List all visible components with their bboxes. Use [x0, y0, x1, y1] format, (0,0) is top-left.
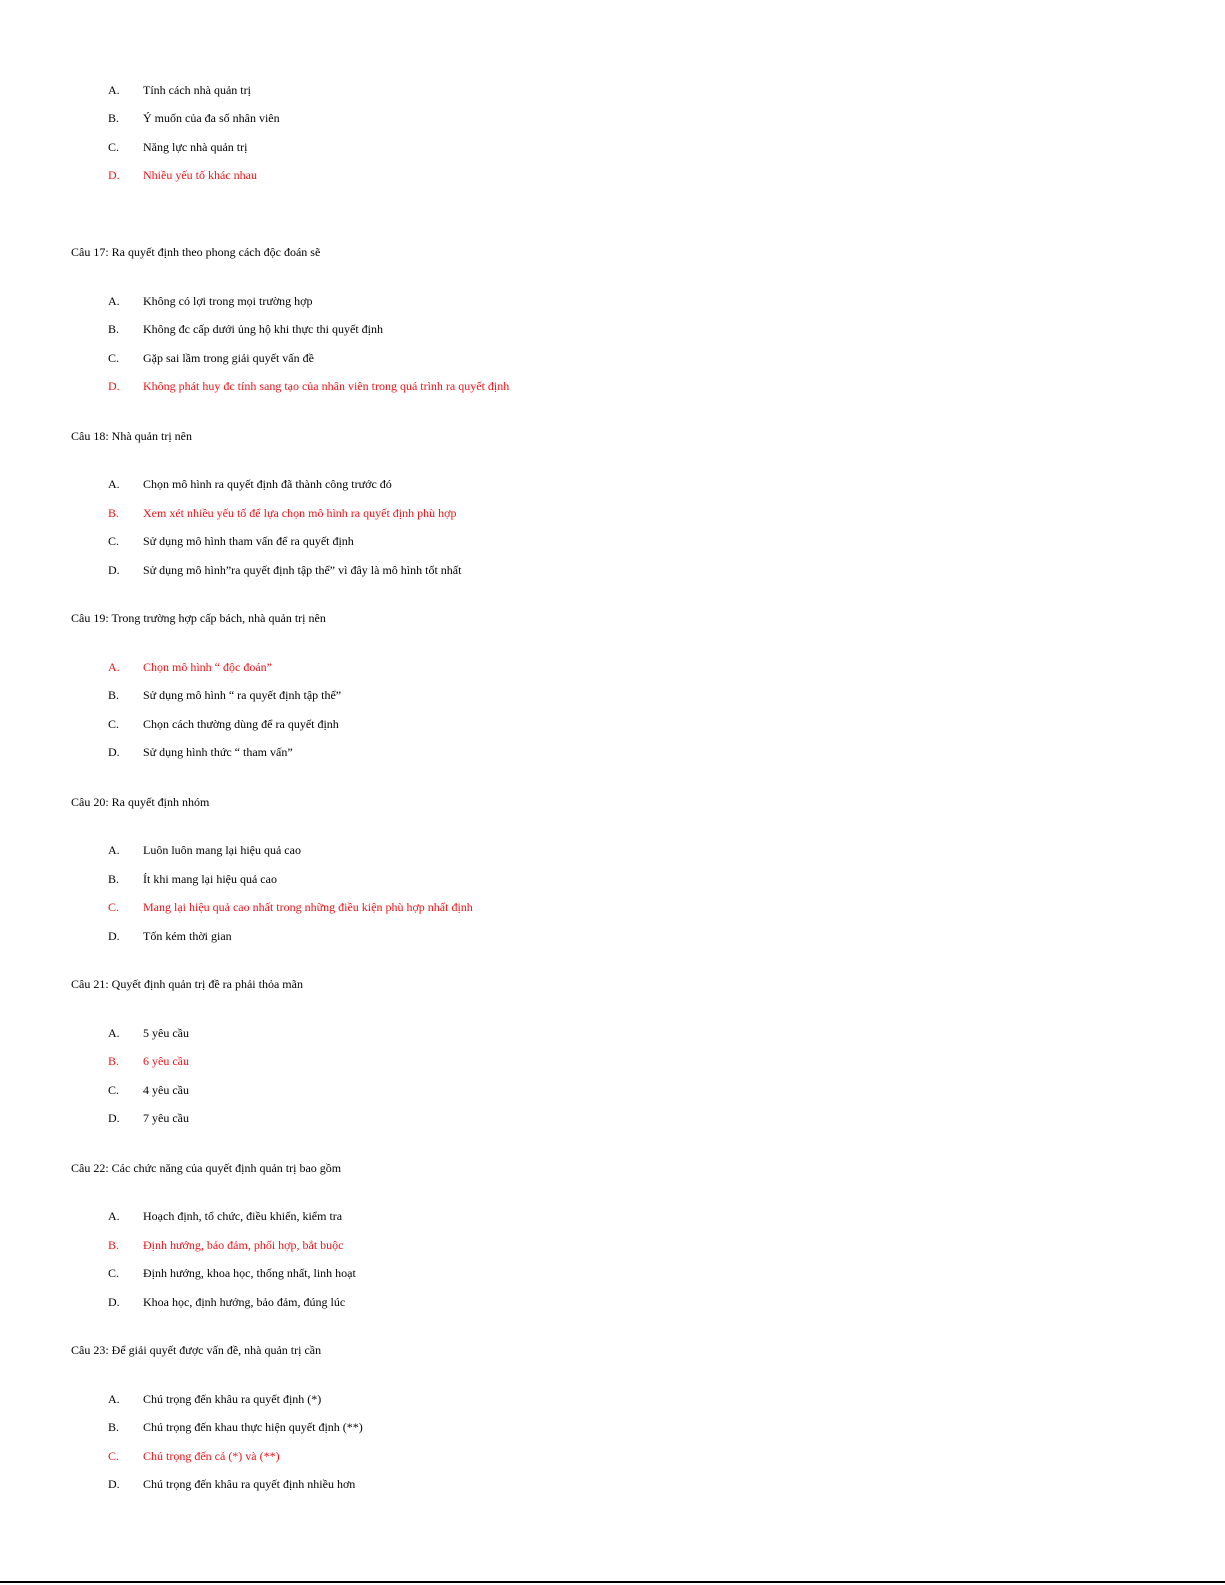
- option-text: Xem xét nhiều yếu tố để lựa chọn mô hình ra quyết định phù hợp: [143, 506, 457, 520]
- option-c: [0, 532, 1225, 550]
- option-letter: D.: [108, 1111, 120, 1125]
- option-letter: B.: [108, 688, 120, 702]
- option-text: Mang lại hiệu quả cao nhất trong những điều kiện phù hợp nhất định: [143, 900, 473, 914]
- option-letter: B.: [108, 111, 120, 125]
- option-text: Không đc cấp dưới ủng hộ khi thực thi quyết định: [143, 322, 383, 336]
- option-text: Sử dụng mô hình “ ra quyết định tập thể”: [143, 688, 342, 702]
- option-text: Định hướng, khoa học, thống nhất, linh hoạt: [143, 1266, 356, 1280]
- question-title: Câu 21: Quyết định quản trị đề ra phải thỏa mãn: [71, 977, 303, 991]
- option-letter: D.: [108, 1295, 120, 1309]
- question-title: Câu 22: Các chức năng của quyết định quản trị bao gồm: [71, 1161, 342, 1175]
- option-d: [0, 561, 1225, 579]
- option-b: [0, 1418, 1225, 1436]
- option-b: [0, 320, 1225, 338]
- option-letter: C.: [108, 1449, 120, 1463]
- option-text: Chọn mô hình ra quyết định đã thành công trước đó: [143, 477, 392, 491]
- option-d: [0, 1109, 1225, 1127]
- option-letter: C.: [108, 1266, 120, 1280]
- question-title: Câu 18: Nhà quản trị nên: [71, 429, 192, 443]
- option-text: Chọn cách thường dùng để ra quyết định: [143, 717, 339, 731]
- option-a-correct: [0, 658, 1225, 676]
- option-letter: A.: [108, 1392, 120, 1406]
- option-text: Sử dụng hình thức “ tham vấn”: [143, 745, 293, 759]
- option-letter: C.: [108, 1083, 120, 1097]
- option-text: Tốn kém thời gian: [143, 929, 232, 943]
- option-letter: D.: [108, 929, 120, 943]
- option-b: [0, 870, 1225, 888]
- option-d: [0, 1293, 1225, 1311]
- option-text: Không có lợi trong mọi trường hợp: [143, 294, 313, 308]
- option-text: Sử dụng mô hình”ra quyết định tập thể” vì đây là mô hình tốt nhất: [143, 563, 462, 577]
- option-text: Nhiều yếu tố khác nhau: [143, 168, 257, 182]
- option-text: 7 yêu cầu: [143, 1111, 189, 1125]
- page-bottom-rule: [0, 1581, 1225, 1583]
- option-a: [0, 292, 1225, 310]
- option-b: [0, 109, 1225, 127]
- question-title: Câu 19: Trong trường hợp cấp bách, nhà quản trị nên: [71, 611, 326, 625]
- option-b-correct: [0, 504, 1225, 522]
- option-letter: A.: [108, 660, 120, 674]
- option-d-correct: [0, 166, 1225, 184]
- option-b: [0, 686, 1225, 704]
- option-a: [0, 81, 1225, 99]
- option-text: Chú trọng đến cả (*) và (**): [143, 1449, 280, 1463]
- option-letter: A.: [108, 477, 120, 491]
- option-d-correct: [0, 377, 1225, 395]
- option-text: Năng lực nhà quản trị: [143, 140, 248, 154]
- option-letter: D.: [108, 379, 120, 393]
- option-letter: B.: [108, 506, 120, 520]
- option-c: [0, 1081, 1225, 1099]
- option-text: Hoạch định, tổ chức, điều khiển, kiểm tra: [143, 1209, 343, 1223]
- option-text: Chú trọng đến khâu ra quyết định nhiều hơn: [143, 1477, 356, 1491]
- option-a: [0, 1207, 1225, 1225]
- option-text: 6 yêu cầu: [143, 1054, 189, 1068]
- option-letter: B.: [108, 1054, 120, 1068]
- option-a: [0, 1390, 1225, 1408]
- option-d: [0, 743, 1225, 761]
- option-letter: C.: [108, 717, 120, 731]
- option-letter: C.: [108, 534, 120, 548]
- option-b-correct: [0, 1236, 1225, 1254]
- option-text: Sử dụng mô hình tham vấn để ra quyết định: [143, 534, 354, 548]
- option-text: Chú trọng đến khâu ra quyết định (*): [143, 1392, 322, 1406]
- option-letter: C.: [108, 351, 120, 365]
- option-text: Khoa học, định hướng, bảo đảm, đúng lúc: [143, 1295, 346, 1309]
- option-letter: D.: [108, 745, 120, 759]
- option-c: [0, 1264, 1225, 1282]
- option-c-correct: [0, 898, 1225, 916]
- option-text: Gặp sai lầm trong giải quyết vấn đề: [143, 351, 314, 365]
- option-letter: B.: [108, 1238, 120, 1252]
- question-title: Câu 20: Ra quyết định nhóm: [71, 795, 210, 809]
- option-letter: B.: [108, 1420, 120, 1434]
- option-letter: C.: [108, 900, 120, 914]
- option-letter: B.: [108, 872, 120, 886]
- question-title: Câu 17: Ra quyết định theo phong cách độc đoán sẽ: [71, 245, 321, 259]
- option-text: Định hướng, bảo đảm, phối hợp, bắt buộc: [143, 1238, 344, 1252]
- option-text: Ý muốn của đa số nhân viên: [143, 111, 280, 125]
- option-c: [0, 715, 1225, 733]
- option-letter: D.: [108, 1477, 120, 1491]
- option-letter: B.: [108, 322, 120, 336]
- option-text: Tính cách nhà quản trị: [143, 83, 251, 97]
- option-text: Chọn mô hình “ độc đoán”: [143, 660, 272, 674]
- option-letter: A.: [108, 83, 120, 97]
- option-d: [0, 927, 1225, 945]
- option-letter: A.: [108, 1026, 120, 1040]
- option-b-correct: [0, 1052, 1225, 1070]
- option-text: 4 yêu cầu: [143, 1083, 189, 1097]
- option-c: [0, 349, 1225, 367]
- option-a: [0, 475, 1225, 493]
- option-letter: A.: [108, 1209, 120, 1223]
- option-letter: A.: [108, 294, 120, 308]
- option-text: Không phát huy đc tính sang tạo của nhân viên trong quá trình ra quyết định: [143, 379, 510, 393]
- option-a: [0, 841, 1225, 859]
- option-text: Luôn luôn mang lại hiệu quả cao: [143, 843, 301, 857]
- option-c-correct: [0, 1447, 1225, 1465]
- option-letter: A.: [108, 843, 120, 857]
- question-title: Câu 23: Để giải quyết được vấn đề, nhà quản trị cần: [71, 1343, 322, 1357]
- option-letter: C.: [108, 140, 120, 154]
- option-c: [0, 138, 1225, 156]
- option-text: Chú trọng đến khau thực hiện quyết định (**): [143, 1420, 363, 1434]
- option-text: 5 yêu cầu: [143, 1026, 189, 1040]
- option-d: [0, 1475, 1225, 1493]
- option-letter: D.: [108, 168, 120, 182]
- option-a: [0, 1024, 1225, 1042]
- option-letter: D.: [108, 563, 120, 577]
- option-text: Ít khi mang lại hiệu quả cao: [143, 872, 277, 886]
